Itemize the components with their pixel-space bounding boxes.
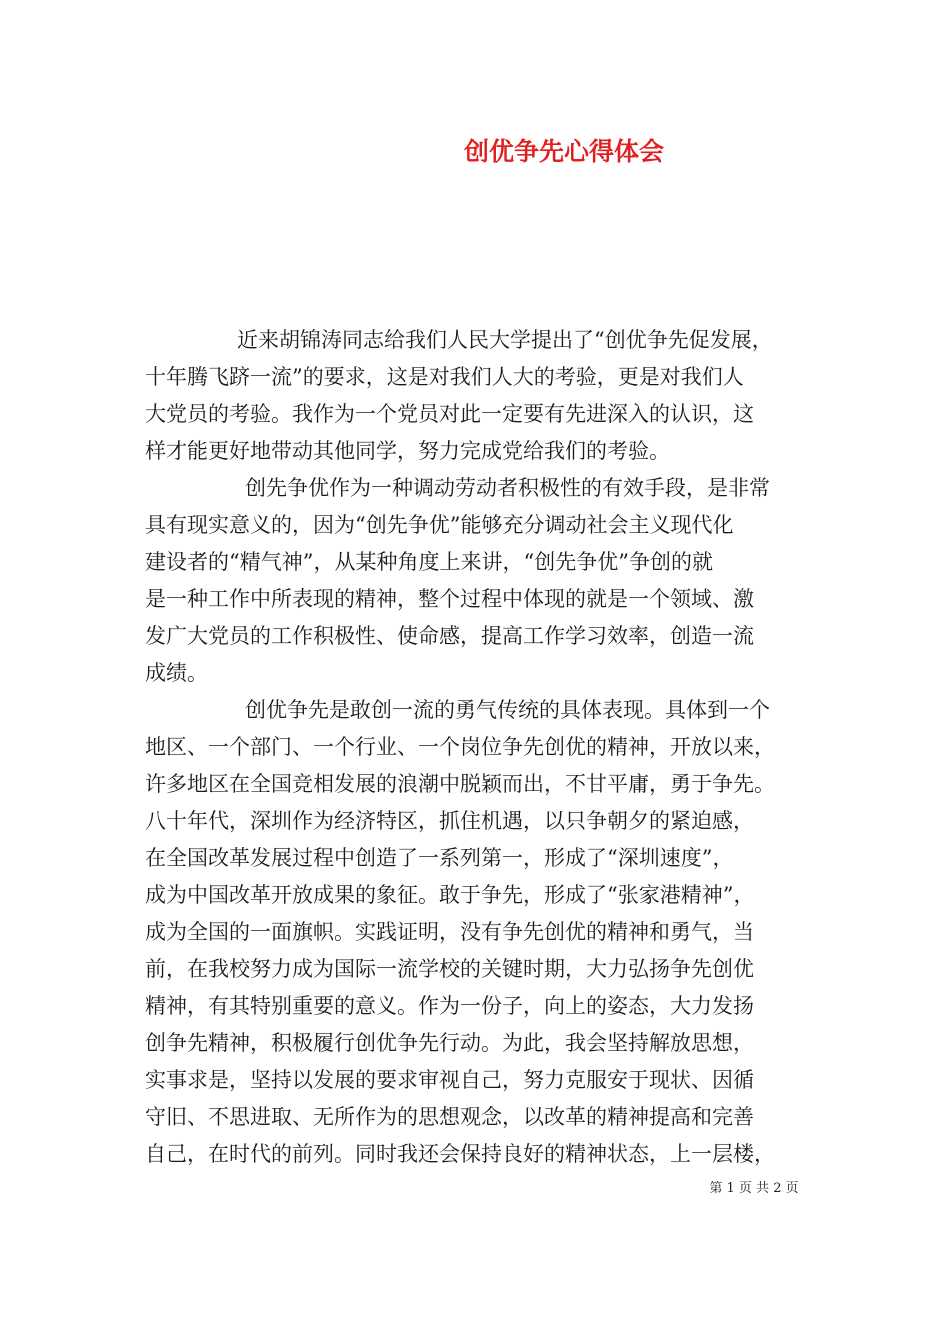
- paragraph-line: 创先争优作为一种调动劳动者积极性的有效手段，是非常: [245, 476, 770, 500]
- paragraph-line: 近来胡锦涛同志给我们人民大学提出了“创优争先促发展，: [237, 328, 773, 352]
- paragraph-line: 建设者的“精气神”，从某种角度上来讲，“创先争优”争创的就: [145, 550, 713, 574]
- paragraph-line: 前，在我校努力成为国际一流学校的关键时期，大力弘扬争先创优: [145, 957, 754, 981]
- paragraph-line: 创争先精神，积极履行创优争先行动。为此，我会坚持解放思想，: [145, 1031, 754, 1055]
- paragraph-line: 八十年代，深圳作为经济特区，抓住机遇，以只争朝夕的紧迫感，: [145, 809, 754, 833]
- paragraph-line: 创优争先是敢创一流的勇气传统的具体表现。具体到一个: [245, 698, 770, 722]
- paragraph-2: [145, 470, 835, 692]
- document-body: [145, 322, 835, 1173]
- paragraph-line: 大党员的考验。我作为一个党员对此一定要有先进深入的认识，这: [145, 402, 754, 426]
- paragraph-line: 守旧、不思进取、无所作为的思想观念，以改革的精神提高和完善: [145, 1105, 754, 1129]
- paragraph-line: 成为中国改革开放成果的象征。敢于争先，形成了“张家港精神”，: [145, 883, 755, 907]
- paragraph-1: [145, 322, 835, 470]
- paragraph-line: 成绩。: [145, 661, 208, 685]
- paragraph-line: 精神，有其特别重要的意义。作为一份子，向上的姿态，大力发扬: [145, 994, 754, 1018]
- paragraph-line: 许多地区在全国竞相发展的浪潮中脱颖而出，不甘平庸，勇于争先。: [145, 772, 775, 796]
- paragraph-line: 地区、一个部门、一个行业、一个岗位争先创优的精神，开放以来，: [145, 735, 775, 759]
- paragraph-line: 样才能更好地带动其他同学，努力完成党给我们的考验。: [145, 439, 670, 463]
- paragraph-line: 发广大党员的工作积极性、使命感，提高工作学习效率，创造一流: [145, 624, 754, 648]
- document-title: 创优争先心得体会: [463, 137, 664, 166]
- paragraph-line: 实事求是，坚持以发展的要求审视自己，努力克服安于现状、因循: [145, 1068, 754, 1092]
- paragraph-line: 具有现实意义的，因为“创先争优”能够充分调动社会主义现代化: [145, 513, 734, 537]
- page-number-footer: 第 1 页 共 2 页: [709, 1181, 799, 1196]
- paragraph-line: 在全国改革发展过程中创造了一系列第一，形成了“深圳速度”，: [145, 846, 734, 870]
- paragraph-line: 成为全国的一面旗帜。实践证明，没有争先创优的精神和勇气，当: [145, 920, 754, 944]
- paragraph-line: 十年腾飞跻一流”的要求，这是对我们人大的考验，更是对我们人: [145, 365, 744, 389]
- paragraph-line: 是一种工作中所表现的精神，整个过程中体现的就是一个领域、激: [145, 587, 754, 611]
- paragraph-3: [145, 692, 835, 1173]
- paragraph-line: 自己，在时代的前列。同时我还会保持良好的精神状态，上一层楼，: [145, 1142, 775, 1166]
